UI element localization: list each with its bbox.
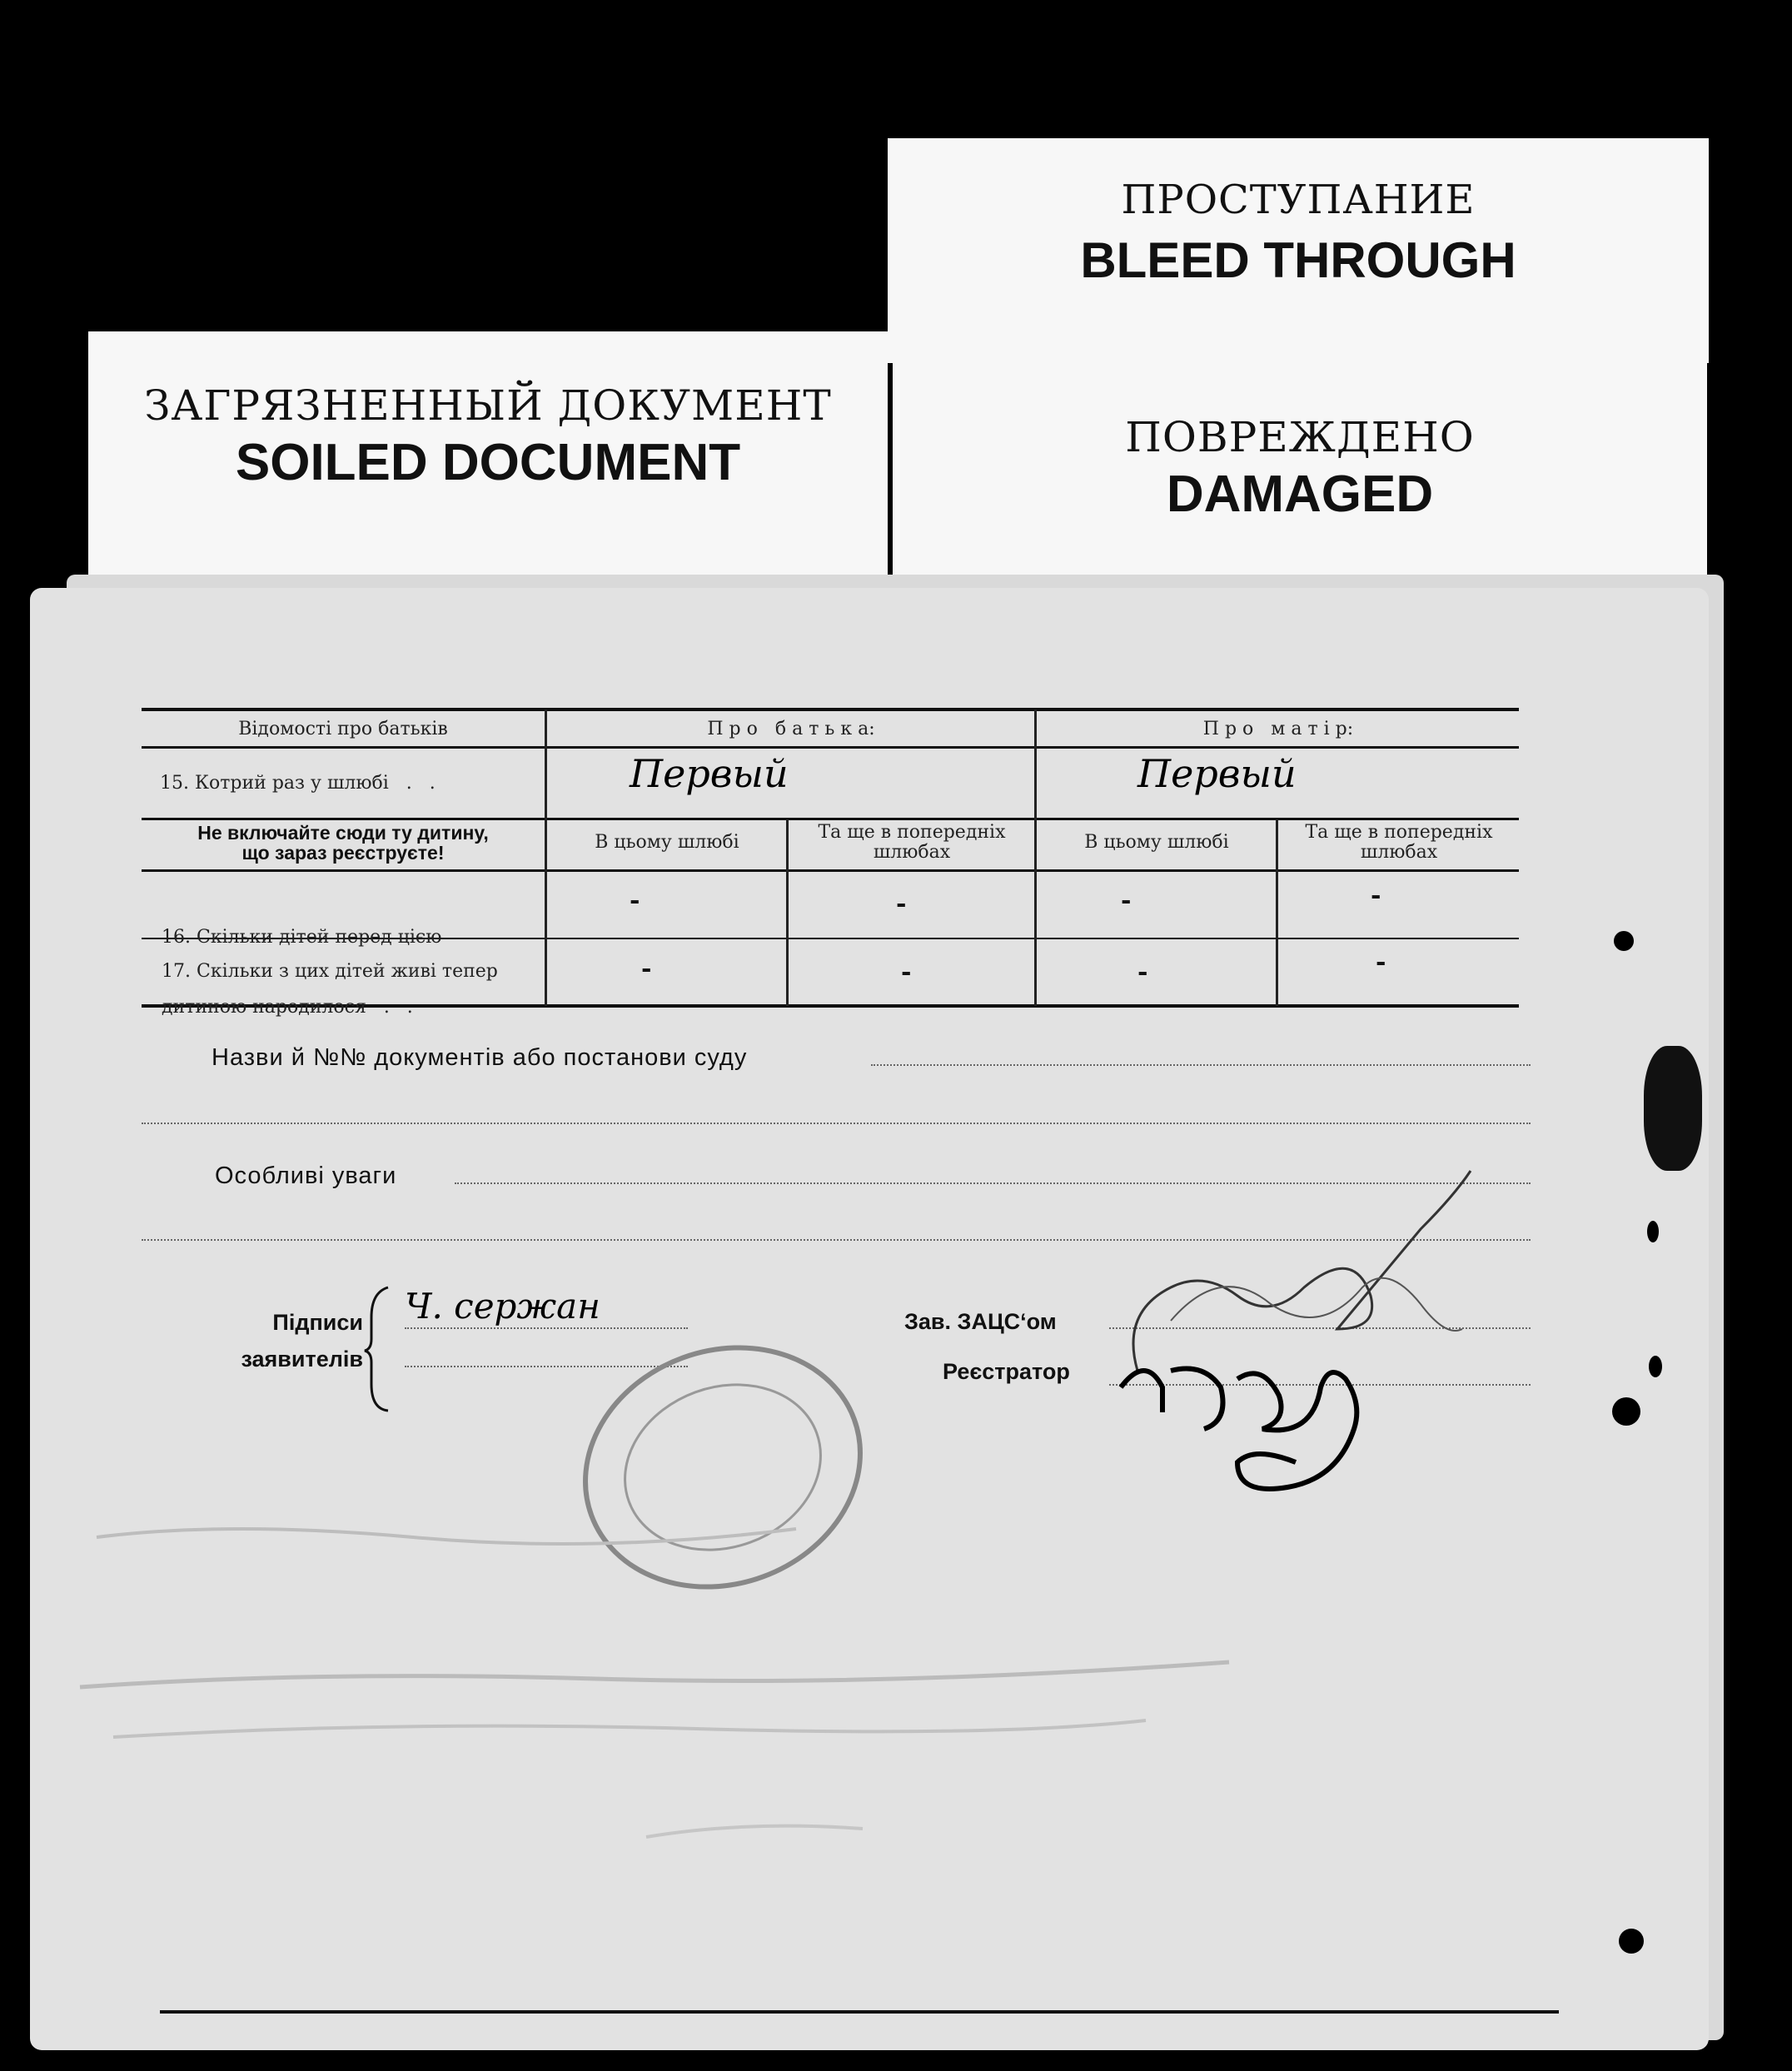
subheader-note-line1: Не включайте сюди ту дитину, <box>197 822 489 844</box>
subheader-mother-prev-line1: Та ще в попередніх <box>1305 822 1493 843</box>
table-top-rule <box>142 708 1519 711</box>
table-col-divider-mother <box>1276 819 1278 1006</box>
header-mother: П р о м а т і р: <box>1202 719 1354 739</box>
document-page <box>30 588 1709 2050</box>
head-zags-label: Зав. ЗАЦС‘ом <box>904 1309 1057 1334</box>
table-col-divider-2 <box>1034 709 1037 1006</box>
applicant-signature-line-1 <box>405 1327 688 1329</box>
damaged-en: DAMAGED <box>1166 465 1434 523</box>
header-parents-info: Відомості про батьків <box>238 719 448 739</box>
subheader-note-line2: що зараз реєструєте! <box>241 842 445 864</box>
table-header-rule <box>142 746 1519 749</box>
documents-dotted-line-2 <box>142 1123 1531 1124</box>
remarks-label: Особливі уваги <box>215 1162 397 1189</box>
bleed-through-en: BLEED THROUGH <box>1080 232 1516 288</box>
table-row15-rule <box>142 818 1519 820</box>
row17-mother-in-marriage: - <box>1137 958 1148 987</box>
documents-dotted-line <box>871 1064 1531 1066</box>
row16-father-in-marriage: - <box>630 886 640 915</box>
table-subheader-rule <box>142 869 1519 872</box>
binding-hole-5 <box>1619 1929 1644 1954</box>
row16-label-line1: 16. Скільки дітей перед цією <box>162 927 442 948</box>
header-father: П р о б а т ь к а: <box>707 719 875 739</box>
subheader-father-in-marriage: В цьому шлюбі <box>595 832 739 853</box>
table-col-divider-1 <box>545 709 547 1006</box>
row16-label-line2: дитиною народилося . . <box>162 997 413 1018</box>
row15-label: 15. Котрий раз у шлюбі . . <box>160 773 436 794</box>
subheader-mother-in-marriage: В цьому шлюбі <box>1084 832 1229 853</box>
applicants-label-line2: заявителів <box>241 1347 363 1372</box>
registrar-label: Реєстратор <box>943 1359 1070 1384</box>
applicants-label-line1: Підписи <box>272 1310 363 1335</box>
table-col-divider-father <box>786 819 789 1006</box>
bleed-through-ru: ПРОСТУПАНИЕ <box>1121 177 1476 223</box>
damaged-ru: ПОВРЕЖДЕНО <box>1125 413 1475 461</box>
subheader-father-prev <box>789 823 1034 863</box>
subheader-father-prev-line1: Та ще в попередніх <box>818 822 1006 843</box>
soiled-document-en: SOILED DOCUMENT <box>235 434 741 491</box>
row17-label: 17. Скільки з цих дітей живі тепер <box>162 961 498 982</box>
row15-mother-value: Первый <box>1137 751 1297 796</box>
torn-edge-damage <box>1644 1046 1702 1171</box>
binding-hole <box>1614 931 1634 951</box>
binding-hole-3 <box>1649 1356 1662 1377</box>
applicant-signature: Ч. сержан <box>405 1286 600 1327</box>
applicants-signatures-label <box>197 1304 363 1377</box>
row17-father-in-marriage: - <box>641 954 652 983</box>
binding-hole-4 <box>1612 1397 1640 1426</box>
row16-mother-in-marriage: - <box>1121 886 1132 915</box>
soiled-document-card <box>88 331 888 581</box>
subheader-mother-prev-line2: шлюбах <box>1360 842 1438 863</box>
damaged-card <box>893 340 1707 590</box>
subheader-note <box>142 823 545 863</box>
bottom-rule <box>160 2010 1559 2014</box>
soiled-document-ru: ЗАГРЯЗНЕННЫЙ ДОКУМЕНТ <box>144 381 832 430</box>
bleed-through-card <box>888 138 1709 363</box>
subheader-mother-prev <box>1279 823 1519 863</box>
row15-father-value: Первый <box>630 751 789 796</box>
applicants-brace <box>363 1284 396 1414</box>
binding-hole-2 <box>1647 1221 1659 1242</box>
row17-mother-prev: - <box>1376 948 1386 977</box>
documents-label: Назви й №№ документів або постанови суду <box>212 1044 748 1071</box>
bleed-through-marks <box>63 1471 1396 1904</box>
subheader-father-prev-line2: шлюбах <box>873 842 951 863</box>
row16-father-prev: - <box>896 889 907 919</box>
row16-mother-prev: - <box>1371 881 1381 910</box>
row17-father-prev: - <box>901 958 912 987</box>
